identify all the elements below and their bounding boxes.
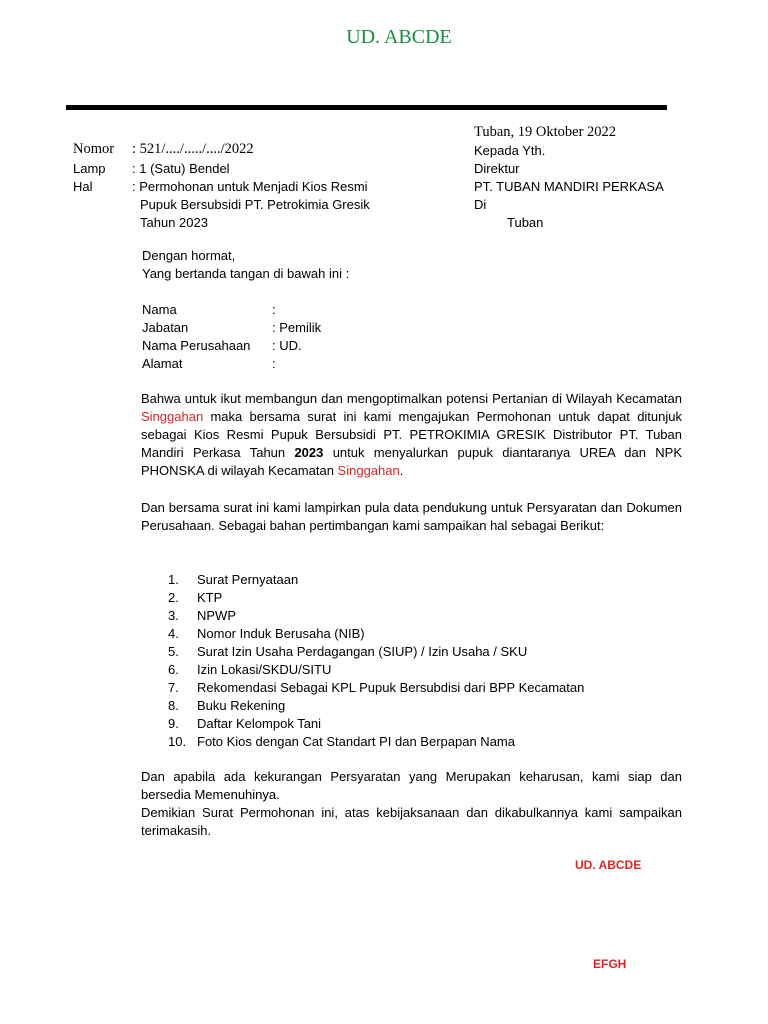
identity-label-alamat: Alamat	[142, 356, 183, 371]
list-item	[141, 661, 584, 679]
header-divider	[66, 105, 667, 110]
signature-company: UD. ABCDE	[575, 858, 642, 872]
list-item-text: NPWP	[197, 608, 236, 623]
recipient-title: Direktur	[474, 161, 520, 176]
list-item-text: KTP	[197, 590, 223, 605]
list-item	[141, 571, 584, 589]
list-item-text: Foto Kios dengan Cat Standart PI dan Berpapan Nama	[197, 734, 515, 749]
list-item-text: Daftar Kelompok Tani	[197, 716, 322, 731]
intro-line: Yang bertanda tangan di bawah ini :	[142, 266, 350, 281]
identity-value-nama: :	[272, 302, 276, 317]
paragraph-text: Bahwa untuk ikut membangun dan mengoptimalkan potensi Pertanian di Wilayah Kecamatan	[141, 391, 682, 406]
list-item-number: 1.	[168, 572, 179, 587]
hal-value-line-2: Pupuk Bersubsidi PT. Petrokimia Gresik	[140, 197, 370, 212]
identity-value-perusahaan: : UD.	[272, 338, 302, 353]
paragraph-closing: Demikian Surat Permohonan ini, atas kebijaksanaan dan dikabulkannya kami sampaikan terimakasih.	[141, 805, 682, 838]
list-item	[141, 625, 584, 643]
list-item-number: 9.	[168, 716, 179, 731]
list-item	[141, 733, 584, 751]
highlight-kecamatan: Singgahan	[337, 463, 400, 478]
identity-label-nama: Nama	[142, 302, 177, 317]
recipient-company: PT. TUBAN MANDIRI PERKASA	[474, 179, 664, 194]
greeting: Dengan hormat,	[142, 248, 236, 263]
list-item	[141, 715, 584, 733]
lamp-label: Lamp	[73, 161, 106, 176]
identity-value-jabatan: : Pemilik	[272, 320, 322, 335]
list-item-number: 3.	[168, 608, 179, 623]
identity-label-perusahaan: Nama Perusahaan	[142, 338, 251, 353]
letter-date: Tuban, 19 Oktober 2022	[474, 124, 617, 140]
paragraph-text: maka bersama surat ini kami mengajukan Permohonan untuk dapat ditunjuk sebagai Kios Resmi Pupuk Bersubsidi PT. PETROKIMIA GRESIK Distributor PT. Tuban Mandiri Perkasa Tahun	[141, 409, 682, 460]
paragraph-text: untuk menyalurkan pupuk diantaranya UREA dan NPK PHONSKA di wilayah Kecamatan	[141, 445, 682, 478]
list-item-number: 6.	[168, 662, 179, 677]
list-item	[141, 697, 584, 715]
paragraph-request	[141, 390, 682, 480]
nomor-label: Nomor	[73, 141, 115, 157]
hal-value-line-1: : Permohonan untuk Menjadi Kios Resmi	[132, 179, 368, 194]
list-item-text: Buku Rekening	[197, 698, 286, 713]
list-item-text: Surat Izin Usaha Perdagangan (SIUP) / Izin Usaha / SKU	[197, 644, 528, 659]
nomor-value: : 521/..../...../..../2022	[132, 141, 254, 157]
recipient-line: Kepada Yth.	[474, 143, 546, 158]
paragraph-text: .	[399, 463, 404, 478]
lamp-value: : 1 (Satu) Bendel	[132, 161, 230, 176]
paragraph-attachments: Dan bersama surat ini kami lampirkan pula data pendukung untuk Persyaratan dan Dokumen Perusahaan. Sebagai bahan pertimbangan kami sampaikan hal sebagai Berikut:	[141, 500, 682, 533]
list-item-text: Nomor Induk Berusaha (NIB)	[197, 626, 365, 641]
list-item-number: 7.	[168, 680, 179, 695]
highlight-year: 2023	[294, 445, 324, 460]
list-item-text: Rekomendasi Sebagai KPL Pupuk Bersubdisi dari BPP Kecamatan	[197, 680, 585, 695]
recipient-city: Tuban	[507, 215, 544, 230]
recipient-di: Di	[474, 197, 487, 212]
list-item-number: 5.	[168, 644, 179, 659]
list-item-text: Surat Pernyataan	[197, 572, 299, 587]
list-item-number: 2.	[168, 590, 179, 605]
enclosure-list	[141, 571, 584, 751]
recipient-block	[474, 142, 664, 232]
list-item-number: 10.	[168, 734, 187, 749]
list-item	[141, 643, 584, 661]
list-item	[141, 679, 584, 697]
highlight-kecamatan: Singgahan	[141, 409, 204, 424]
paragraph-shortcomings: Dan apabila ada kekurangan Persyaratan yang Merupakan keharusan, kami siap dan bersedia Memenuhinya.	[141, 769, 682, 802]
hal-label: Hal	[73, 179, 93, 194]
identity-label-jabatan: Jabatan	[142, 320, 189, 335]
identity-value-alamat: :	[272, 356, 276, 371]
company-title: UD. ABCDE	[346, 26, 452, 48]
hal-value-line-3: Tahun 2023	[140, 215, 208, 230]
list-item-text: Izin Lokasi/SKDU/SITU	[197, 662, 332, 677]
signer-name: EFGH	[593, 957, 627, 971]
list-item-number: 8.	[168, 698, 179, 713]
list-item	[141, 589, 584, 607]
list-item-number: 4.	[168, 626, 179, 641]
list-item	[141, 607, 584, 625]
